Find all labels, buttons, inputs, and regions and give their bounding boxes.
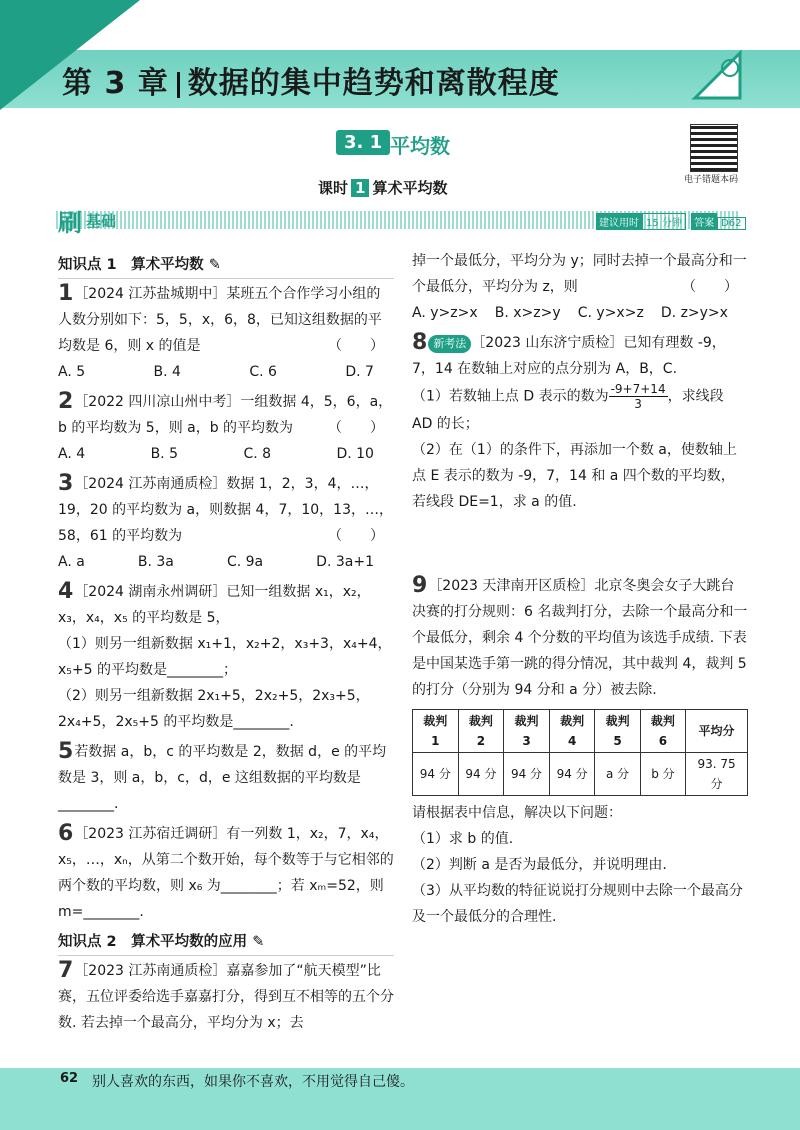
question-4: 4［2024 湖南永州调研］已知一组数据 x₁，x₂，x₃，x₄，x₅ 的平均数是 5， （1）则另一组新数据 x₁+1，x₂+2，x₃+3，x₄+4，x₅+5 的平均数是________； （2）则另一组新数据 2x₁+5，2x₂+5，2x₃+5，2x₄+5，2x₅+5 的平均数是________. [58,579,392,730]
knowledge-point-2: 知识点 2 算术平均数的应用 ✎ [58,929,394,956]
knowledge-point-1: 知识点 1 算术平均数 ✎ [58,252,394,279]
shua-label: 刷 [58,209,82,237]
question-6: 6［2023 江苏宿迁调研］有一列数 1，x₂，7，x₄，x₅，…，xₙ，从第二个数开始，每个数等于与它相邻的两个数的平均数，则 x₆ 为________；若 xₘ=52，则 m=________. [58,821,394,920]
time-badge: 建议用时 15 分钟 答案 D62 [594,213,746,230]
question-7: 7［2023 江苏南通质检］嘉嘉参加了“航天模型”比赛，五位评委给选手嘉嘉打分，得到互不相等的五个分数. 若去掉一个最高分，平均分为 x；去 [58,958,394,1031]
left-column [58,248,394,1040]
page-number: 62 [60,1071,79,1086]
question-2: 2［2022 四川凉山州中考］一组数据 4，5，6，a，b 的平均数为 5，则 a，b 的平均数为 （ ） A. 4 B. 5 C. 8 D. 10 [58,389,393,462]
chapter-title: 第 3 章 数据的集中趋势和离散程度 [62,66,560,101]
question-3: 3［2024 江苏南通质检］数据 1，2，3，4，…，19，20 的平均数为 a，则数据 4，7，10，13，…，58，61 的平均数为 （ ） A. a B. 3a C. 9a D. 3a+1 [58,471,394,570]
section-title: 平均数 [390,134,450,158]
question-5: 5若数据 a，b，c 的平均数是 2，数据 d，e 的平均数是 3，则 a，b，c，d，e 这组数据的平均数是________. [58,739,387,812]
fraction: $\frac{-9+7+14}{3}$ [610,382,666,411]
right-column [412,248,748,934]
new-method-badge: 新考法 [428,335,471,353]
question-8: 8 新考法 ［2023 山东济宁质检］已知有理数 -9，7，14 在数轴上对应的点分别为 A，B，C. （1）若数轴上点 D 表示的数为 $\frac{-9+7+14}{3}$ ，求线段 AD 的长； （2）在（1）的条件下，再添加一个数 a，使数轴上点 E 表示的数为 -9，7，14 和 a 四个数的平均数，若线段 DE=1，求 a 的值. [412,330,737,510]
question-7-continued: 掉一个最低分，平均分为 y；同时去掉一个最高分和一个最低分，平均分为 z，则 （ ） A. y>z>x B. x>z>y C. y>x>z D. z>y>x [412,253,747,321]
score-table: 裁判 1 裁判 2 裁判 3 裁判 4 裁判 5 裁判 6 平均分 94 分 94 分 94 分 94 分 a 分 b 分 93. 75 分 [412,709,748,796]
triangle-ruler-icon [690,48,750,104]
jichu-label: 基础 [86,212,117,230]
question-1: 1［2024 江苏盐城期中］某班五个合作学习小组的人数分别如下：5，5，x，6，8，已知这组数据的平均数是 6，则 x 的值是 （ ） A. 5 B. 4 C. 6 D. 7 [58,281,384,380]
qr-code-icon[interactable] [690,124,738,172]
question-9: 9［2023 天津南开区质检］北京冬奥会女子大跳台决赛的打分规则：6 名裁判打分，去除一个最高分和一个最低分，剩余 4 个分数的平均值为该选手成绩. 下表是中国某选手第一跳的得分情况，其中裁判 4，裁判 5 的打分（分别为 94 分和 a 分）被去除. 裁判 1 裁判 2 裁判 3 裁判 4 裁判 5 裁判 6 平均分 94 分 94 分 94 分 94 分 a 分 b 分 93. 75 分 请根据表中信息，解决以下问题： （1）求 b 的值. （2）判断 a 是否为最低分，并说明理由. （3）从平均数的特征说说打分规则中去除一个最高分及一个最低分的合理性. [412,573,748,925]
section-number: 3. 1 [336,130,390,155]
qr-label: 电子错题本码 [684,175,739,185]
footer-motto: 别人喜欢的东西，如果你不喜欢，不用觉得自己傻。 [92,1074,414,1090]
lesson-title: 课时 1 算术平均数 [318,179,448,197]
